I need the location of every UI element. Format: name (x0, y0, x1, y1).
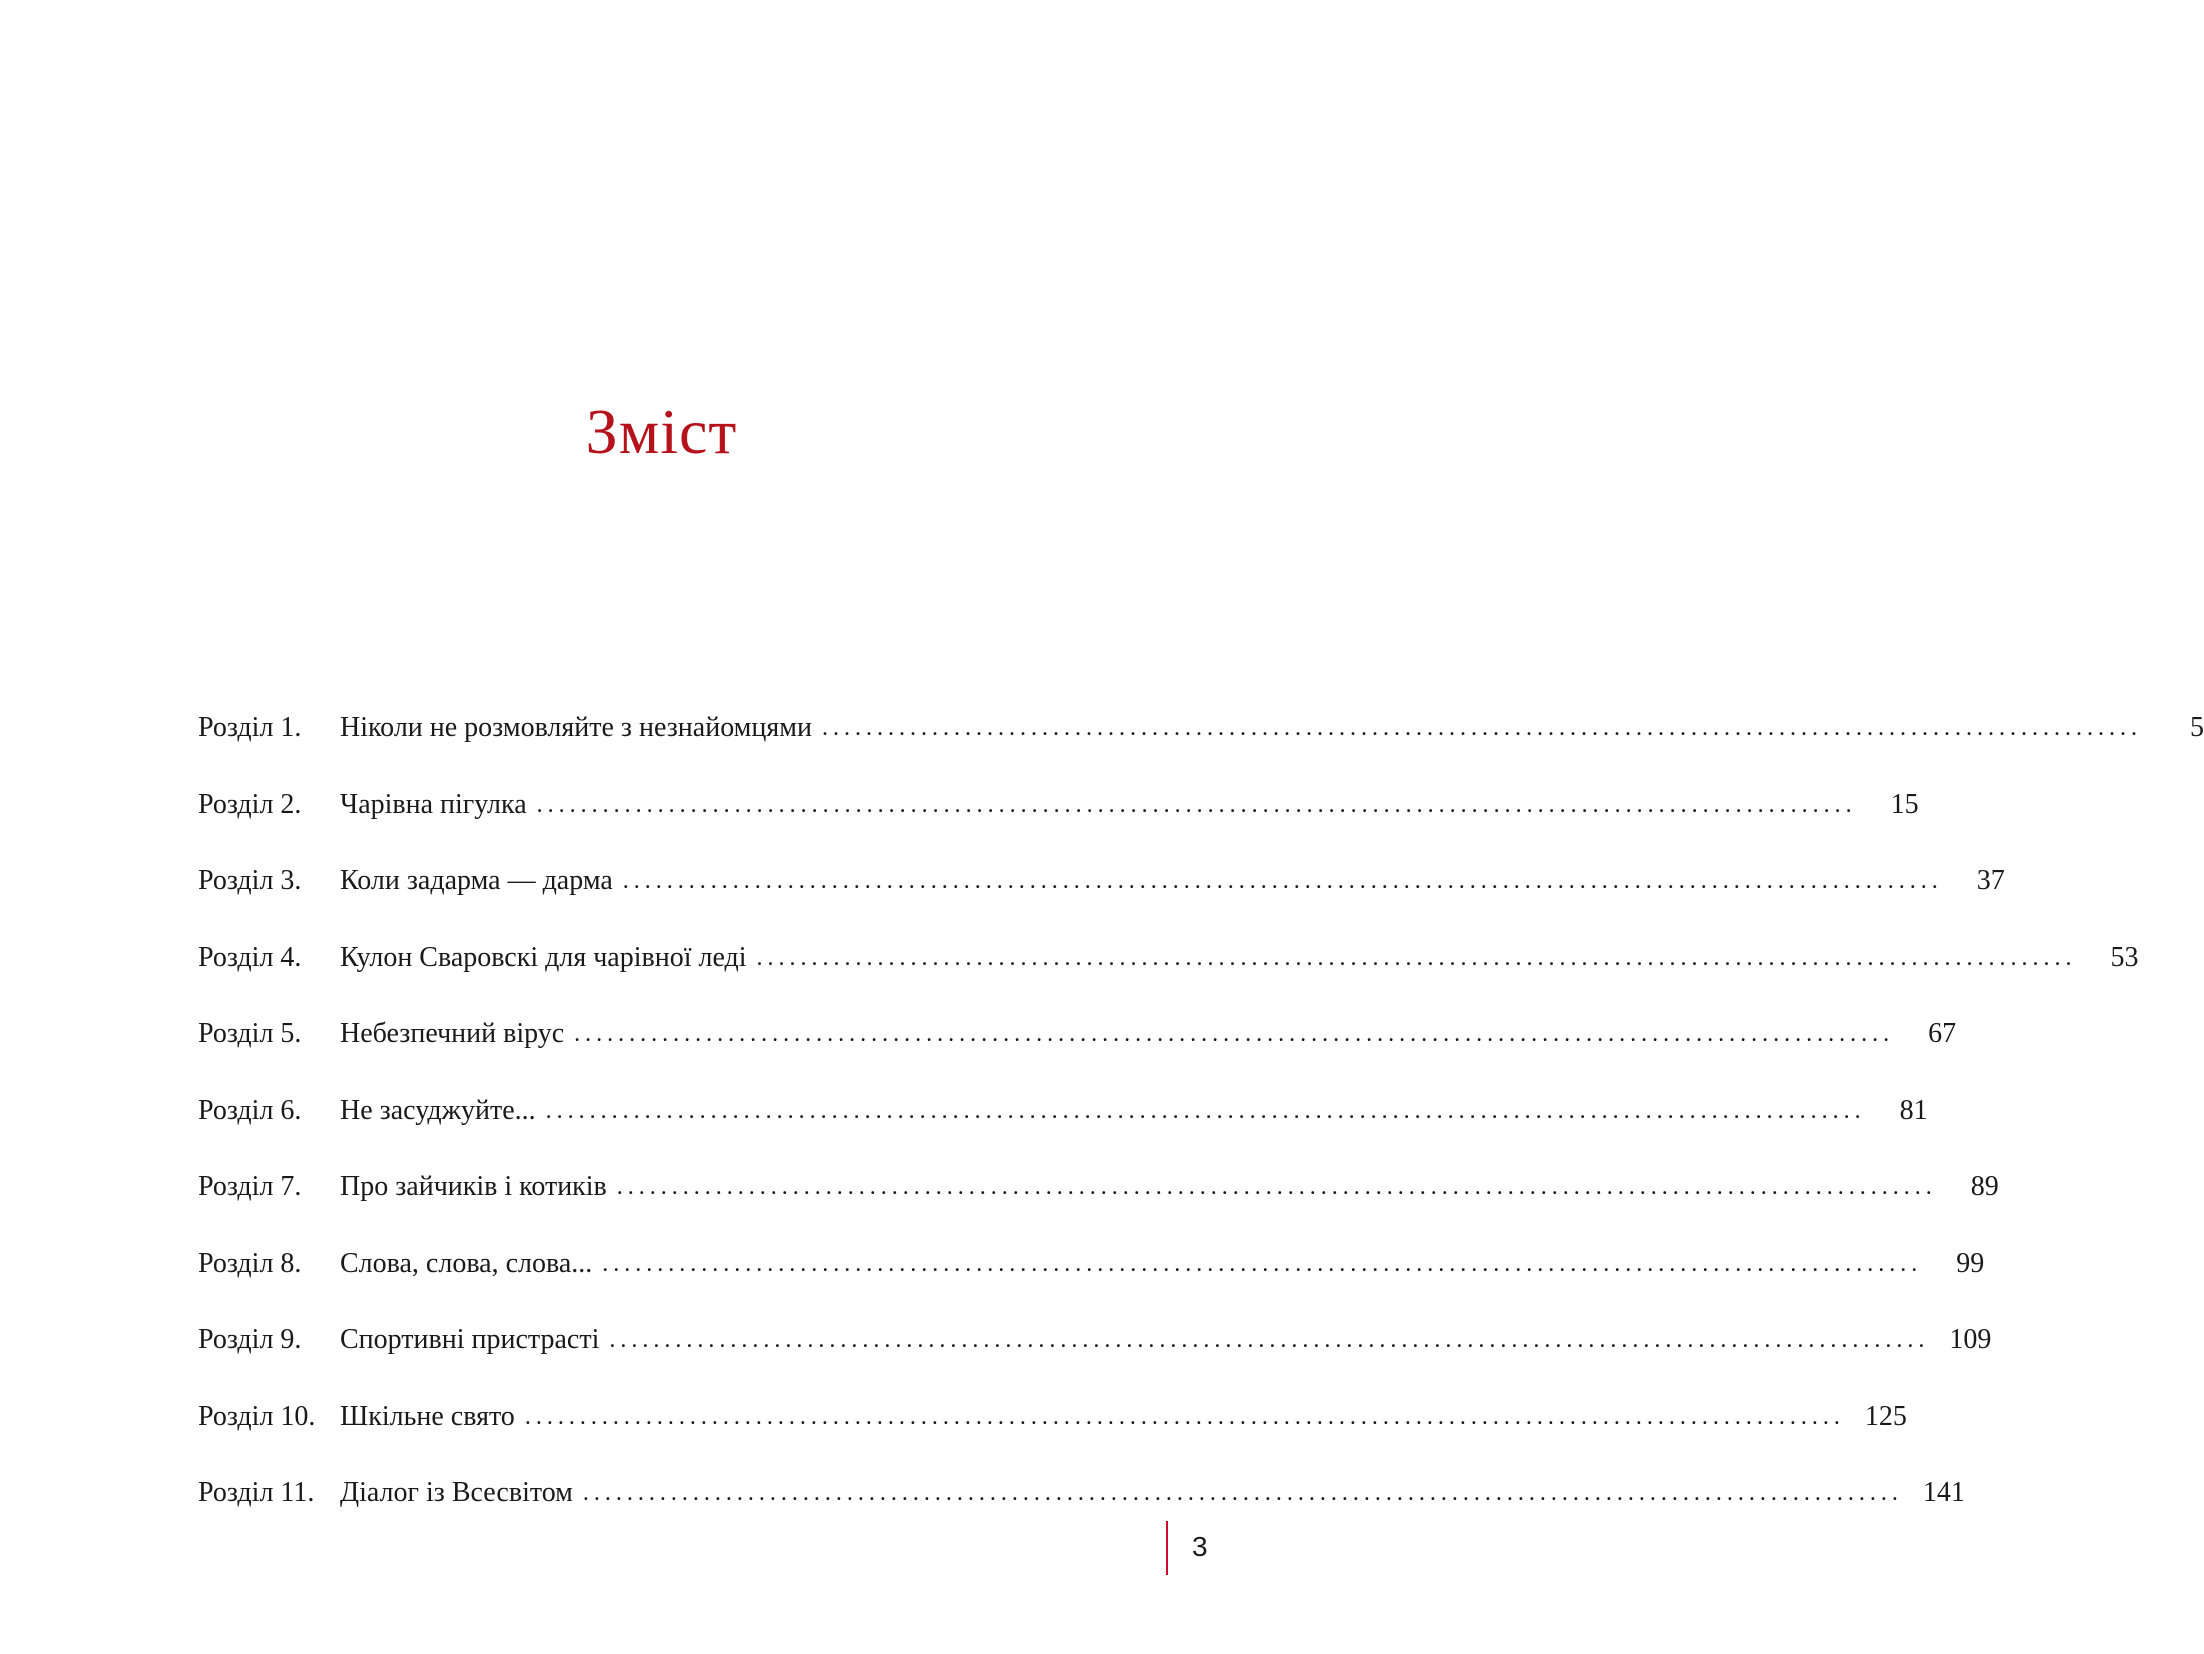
folio-divider (1166, 1521, 1168, 1575)
toc-page-number: 37 (1976, 865, 2005, 897)
page-title: Зміст (585, 396, 738, 467)
toc-chapter-title: Чарівна пігулка (340, 788, 527, 820)
toc-entry-9[interactable] (198, 1302, 1992, 1379)
toc-chapter-label: Розділ 3. (198, 865, 302, 897)
page-number: 3 (1192, 1531, 1208, 1562)
toc-entry-4[interactable] (198, 920, 2139, 997)
toc-page-number: 89 (1970, 1171, 1999, 1203)
toc-leader-dots: ........................................................................................................................ (582, 1480, 1903, 1507)
toc-entry-5[interactable] (198, 996, 1957, 1073)
toc-leader-dots: ........................................................................................................................ (756, 944, 2077, 971)
toc-chapter-title: Не засуджуйте... (340, 1094, 536, 1126)
toc-leader-dots: ........................................................................................................................ (821, 715, 2142, 742)
toc-leader-dots: ........................................................................................................................ (622, 868, 1943, 895)
toc-chapter-title: Слова, слова, слова... (340, 1247, 593, 1279)
toc-chapter-title: Ніколи не розмовляйте з незнайомцями (340, 712, 812, 744)
toc-chapter-label: Розділ 8. (198, 1247, 302, 1279)
toc-chapter-title: Коли задарма — дарма (340, 865, 613, 897)
toc-page-number: 53 (2110, 941, 2139, 973)
toc-entry-2[interactable] (198, 767, 1919, 844)
toc-entry-10[interactable] (198, 1379, 1907, 1456)
toc-chapter-title: Про зайчиків і котиків (340, 1171, 607, 1203)
toc-chapter-label: Розділ 11. (198, 1477, 315, 1509)
toc-page-number: 125 (1864, 1400, 1907, 1432)
toc-entry-7[interactable] (198, 1149, 1999, 1226)
toc-entry-11[interactable] (198, 1455, 1965, 1532)
toc-page-number: 5 (2189, 712, 2204, 744)
toc-chapter-label: Розділ 7. (198, 1171, 302, 1203)
toc-chapter-label: Розділ 4. (198, 941, 302, 973)
toc-page-number: 99 (1956, 1247, 1985, 1279)
toc-chapter-title: Діалог із Всесвітом (340, 1477, 573, 1509)
toc-entry-1[interactable] (198, 690, 2204, 767)
toc-entry-8[interactable] (198, 1226, 1985, 1303)
toc-chapter-label: Розділ 5. (198, 1018, 302, 1050)
toc-page-number: 141 (1922, 1477, 1965, 1509)
toc-chapter-title: Шкільне свято (340, 1400, 515, 1432)
toc-chapter-label: Розділ 6. (198, 1094, 302, 1126)
toc-page-number: 109 (1949, 1324, 1992, 1356)
toc-page-number: 15 (1890, 788, 1919, 820)
toc-leader-dots: ........................................................................................................................ (545, 1097, 1866, 1124)
toc-leader-dots: ........................................................................................................................ (524, 1403, 1845, 1430)
toc-chapter-label: Розділ 1. (198, 712, 302, 744)
toc-entry-3[interactable] (198, 843, 2005, 920)
toc-chapter-label: Розділ 2. (198, 788, 302, 820)
toc-chapter-label: Розділ 9. (198, 1324, 302, 1356)
table-of-contents (198, 690, 2204, 1532)
toc-chapter-title: Кулон Сваровскі для чарівної леді (340, 941, 747, 973)
toc-leader-dots: ........................................................................................................................ (602, 1250, 1923, 1277)
toc-chapter-title: Спортивні пристрасті (340, 1324, 600, 1356)
toc-chapter-label: Розділ 10. (198, 1400, 316, 1432)
toc-page-number: 67 (1928, 1018, 1957, 1050)
toc-chapter-title: Небезпечний вірус (340, 1018, 565, 1050)
toc-leader-dots: ........................................................................................................................ (574, 1021, 1895, 1048)
toc-leader-dots: ........................................................................................................................ (616, 1174, 1937, 1201)
toc-leader-dots: ........................................................................................................................ (609, 1327, 1930, 1354)
toc-entry-6[interactable] (198, 1073, 1928, 1150)
toc-leader-dots: ........................................................................................................................ (536, 791, 1857, 818)
toc-page-number: 81 (1899, 1094, 1928, 1126)
